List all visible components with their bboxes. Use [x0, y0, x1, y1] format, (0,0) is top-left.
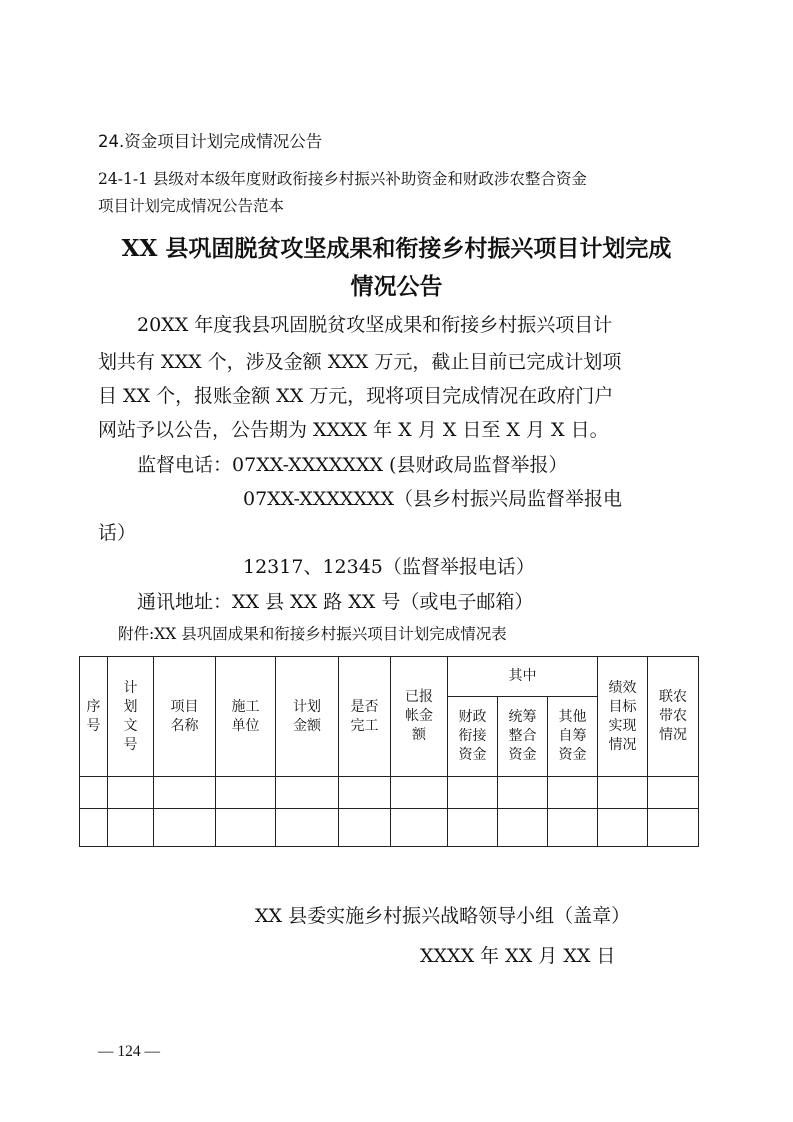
- header-fiscal-funds: 财政衔接资金: [448, 697, 498, 777]
- header-other-funds: 其他自筹资金: [548, 697, 598, 777]
- table-row: [80, 777, 699, 809]
- contact-phone-row: [137, 450, 567, 477]
- header-project-name: 项目名称: [154, 657, 216, 777]
- page-number: — 124 —: [98, 1043, 160, 1060]
- contact-address-row: [137, 587, 533, 614]
- phone-3: 12317、12345（监督举报电话）: [243, 556, 535, 578]
- signature-date: XXXX 年 XX 月 XX 日: [420, 945, 616, 967]
- body-line-3: 目 XX 个，报账金额 XX 万元，现将项目完成情况在政府门户: [98, 385, 614, 407]
- header-reported-amount: 已报帐金额: [391, 657, 448, 777]
- header-plan-doc-no: 计划文号: [108, 657, 154, 777]
- phone-label: 监督电话：: [137, 454, 233, 476]
- signature-org: XX 县委实施乡村振兴战略领导小组（盖章）: [255, 905, 631, 927]
- phone-2-part-1: 07XX-XXXXXXX（县乡村振兴局监督举报电: [243, 488, 622, 510]
- document-title-line-2: 情况公告: [350, 273, 443, 300]
- subheading-line-1: 24-1-1 县级对本级年度财政衔接乡村振兴补助资金和财政涉农整合资金: [98, 170, 587, 188]
- address-label: 通讯地址：: [137, 591, 233, 613]
- document-title-line-1: XX 县巩固脱贫攻坚成果和衔接乡村振兴项目计划完成: [121, 235, 672, 262]
- table-row: [80, 809, 699, 847]
- header-of-which: 其中: [448, 657, 598, 697]
- subheading-line-2: 项目计划完成情况公告范本: [98, 197, 285, 215]
- phone-1: 07XX-XXXXXXX (县财政局监督举报）: [232, 454, 568, 476]
- phone-2-part-2: 话）: [98, 522, 137, 544]
- section-heading: 24.资金项目计划完成情况公告: [98, 132, 323, 151]
- attachment-table: [79, 656, 699, 847]
- header-performance: 绩效目标实现情况: [598, 657, 648, 777]
- address-value: XX 县 XX 路 XX 号（或电子邮箱）: [232, 591, 534, 613]
- body-line-4: 网站予以公告，公告期为 XXXX 年 X 月 X 日至 X 月 X 日。: [98, 419, 609, 441]
- header-construction-unit: 施工单位: [216, 657, 276, 777]
- header-farmer-linkage: 联农带农情况: [648, 657, 699, 777]
- header-completed: 是否完工: [339, 657, 391, 777]
- body-line-1: 20XX 年度我县巩固脱贫攻坚成果和衔接乡村振兴项目计: [137, 314, 613, 336]
- header-seq: 序号: [80, 657, 108, 777]
- header-plan-amount: 计划金额: [276, 657, 339, 777]
- attachment-note: 附件:XX 县巩固成果和衔接乡村振兴项目计划完成情况表: [118, 625, 507, 643]
- header-integrated-funds: 统筹整合资金: [498, 697, 548, 777]
- body-line-2: 划共有 XXX 个，涉及金额 XXX 万元，截止目前已完成计划项: [98, 351, 622, 373]
